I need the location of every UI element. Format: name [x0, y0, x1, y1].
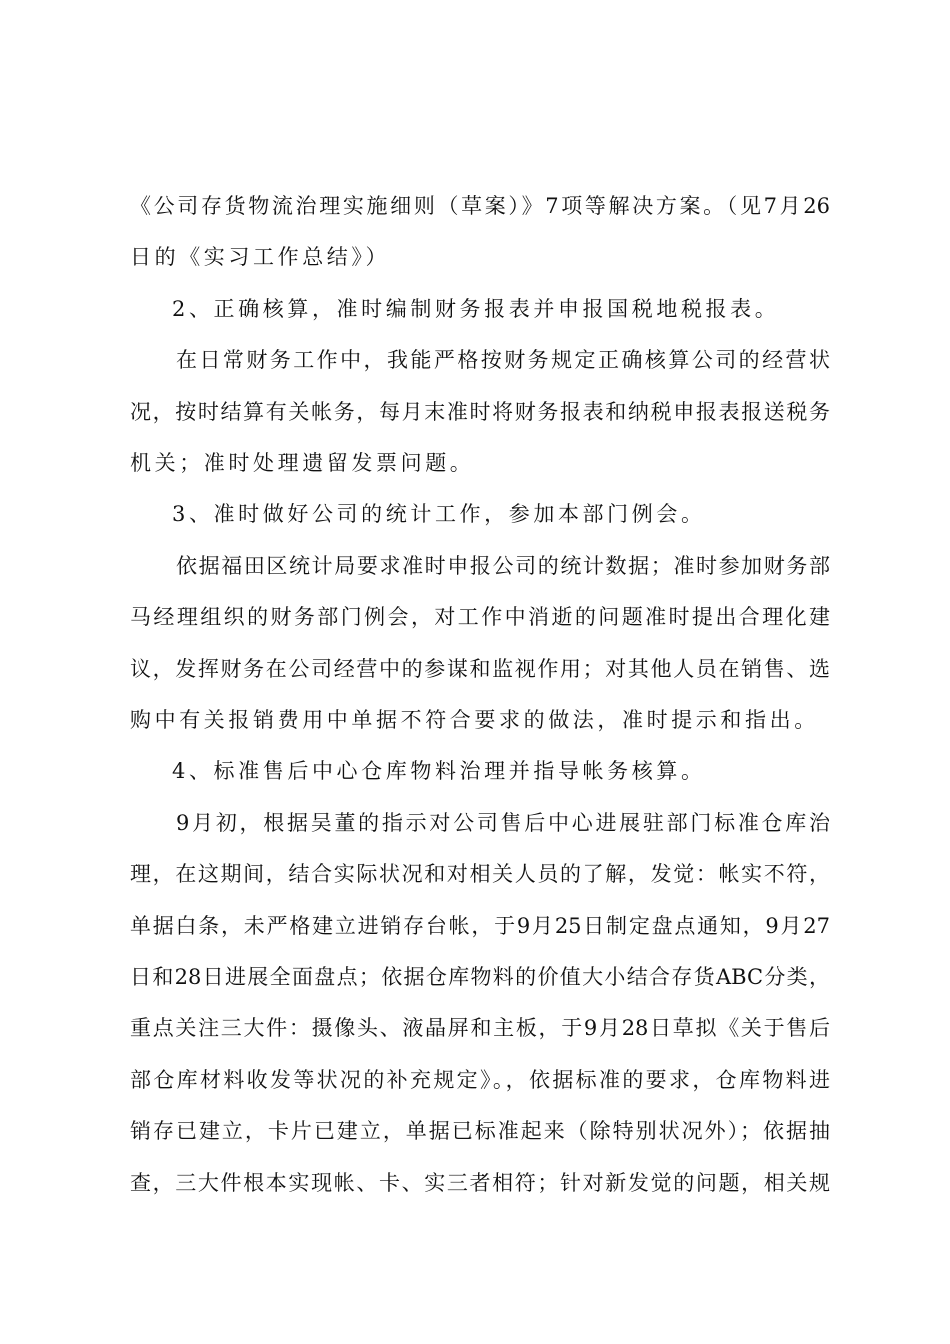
text-line: 日的《实习工作总结》）	[130, 245, 391, 269]
text-line: 重点关注三大件：摄像头、液晶屏和主板，于9月28日草拟《关于售后	[130, 1016, 830, 1040]
section-heading: 2、正确核算，准时编制财务报表并申报国税地税报表。	[172, 297, 780, 321]
section-heading: 4、标准售后中心仓库物料治理并指导帐务核算。	[172, 759, 706, 783]
text-line: 况，按时结算有关帐务，每月末准时将财务报表和纳税申报表报送税务	[130, 400, 830, 424]
text-line: 日和28日进展全面盘点；依据仓库物料的价值大小结合存货ABC分类，	[130, 965, 830, 989]
text-line: 马经理组织的财务部门例会，对工作中消逝的问题准时提出合理化建	[130, 605, 830, 629]
section-heading: 3、准时做好公司的统计工作，参加本部门例会。	[172, 502, 706, 526]
text-line: 理，在这期间，结合实际状况和对相关人员的了解，发觉：帐实不符，	[130, 862, 830, 886]
text-line: 部仓库材料收发等状况的补充规定》。，依据标准的要求，仓库物料进	[130, 1068, 830, 1092]
text-line: 购中有关报销费用中单据不符合要求的做法，准时提示和指出。	[130, 708, 819, 732]
text-line: 依据福田区统计局要求准时申报公司的统计数据；准时参加财务部	[176, 554, 830, 578]
text-line: 9月初，根据吴董的指示对公司售后中心进展驻部门标准仓库治	[176, 811, 830, 835]
text-line: 销存已建立，卡片已建立，单据已标准起来（除特别状况外）；依据抽	[130, 1119, 830, 1143]
text-line: 《公司存货物流治理实施细则（草案）》7项等解决方案。（见7月26	[130, 194, 830, 218]
text-line: 单据白条，未严格建立进销存台帐，于9月25日制定盘点通知，9月27	[130, 914, 830, 938]
text-line: 查，三大件根本实现帐、卡、实三者相符；针对新发觉的问题，相关规	[130, 1171, 830, 1195]
text-line: 机关；准时处理遗留发票问题。	[130, 451, 475, 475]
text-line: 在日常财务工作中，我能严格按财务规定正确核算公司的经营状	[176, 348, 830, 372]
text-line: 议，发挥财务在公司经营中的参谋和监视作用；对其他人员在销售、选	[130, 657, 830, 681]
